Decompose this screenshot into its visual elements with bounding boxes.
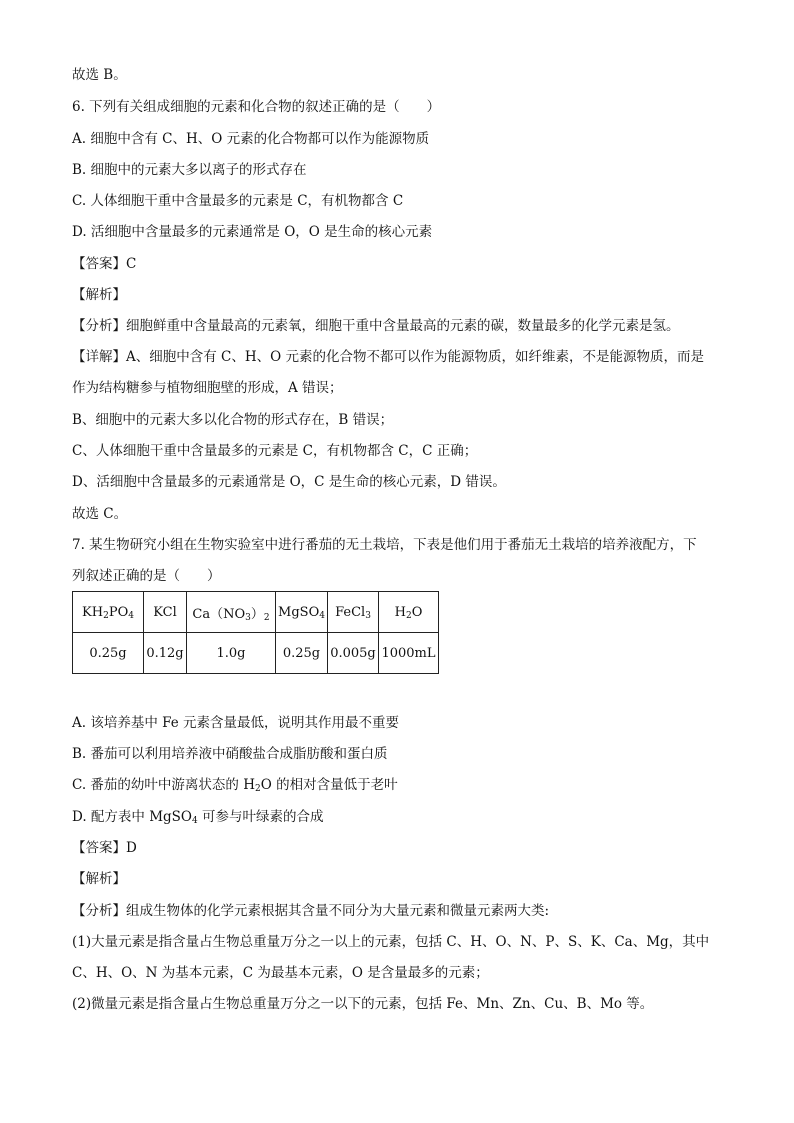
q6-detail-d: D、活细胞中含量最多的元素通常是 O，C 是生命的核心元素，D 错误。	[72, 474, 506, 490]
q6-option-c: C. 人体细胞干重中含量最多的元素是 C，有机物都含 C	[72, 193, 404, 209]
nutrient-solution-table	[72, 591, 439, 674]
q7-option-d	[72, 808, 722, 826]
q6-option-b: B. 细胞中的元素大多以离子的形式存在	[72, 162, 307, 178]
fenxi-text: 细胞鲜重中含量最高的元素氧，细胞干重中含量最高的元素的碳，数量最多的化学元素是氢。	[126, 318, 680, 334]
q6-xiangjie-line1	[72, 348, 722, 366]
option-c-text-end: O 的相对含量低于老叶	[260, 777, 398, 793]
q6-option-d: D. 活细胞中含量最多的元素通常是 O，O 是生命的核心元素	[72, 224, 433, 240]
fenxi-label: 【分析】	[72, 903, 126, 919]
q6-option-a: A. 细胞中含有 C、H、O 元素的化合物都可以作为能源物质	[72, 131, 430, 147]
q7-point1-line2: C、H、O、N 为基本元素，C 为最基本元素，O 是含量最多的元素；	[72, 965, 489, 981]
q6-xiangjie-line2: 作为结构糖参与植物细胞壁的形成，A 错误；	[72, 380, 343, 396]
value-cano3: 1.0g	[187, 633, 276, 674]
table-header-row	[73, 592, 439, 633]
q7-option-b: B. 番茄可以利用培养液中硝酸盐合成脂肪酸和蛋白质	[72, 746, 388, 762]
q7-analysis-label: 【解析】	[72, 871, 126, 887]
header-cano3: $Ca(NO_3)_2$	[187, 592, 276, 633]
table-value-row	[73, 633, 439, 674]
option-d-text-end: 可参与叶绿素的合成	[197, 809, 324, 825]
value-h2o: 1000mL	[379, 633, 439, 674]
xiangjie-text: A、细胞中含有 C、H、O 元素的化合物不都可以作为能源物质，如纤维素，不是能源物质，而是	[126, 349, 705, 365]
answer-label: 【答案】	[72, 840, 126, 856]
header-h2o: $H_2O$	[379, 592, 439, 633]
q6-detail-c: C、人体细胞干重中含量最多的元素是 C，有机物都含 C，C 正确；	[72, 443, 478, 459]
q6-conclusion: 故选 C。	[72, 506, 128, 522]
option-c-text: C. 番茄的幼叶中游离状态的 H	[72, 777, 255, 793]
header-fecl3: FeCl$_3$	[328, 592, 379, 633]
q7-option-c	[72, 776, 722, 794]
q6-stem: 6. 下列有关组成细胞的元素和化合物的叙述正确的是（ ）	[72, 99, 441, 115]
xiangjie-label: 【详解】	[72, 349, 126, 365]
q7-fenxi	[72, 902, 722, 920]
q7-stem-line2: 列叙述正确的是（ ）	[72, 568, 221, 584]
fenxi-text: 组成生物体的化学元素根据其含量不同分为大量元素和微量元素两大类:	[126, 903, 550, 919]
answer-value: D	[126, 840, 137, 856]
q6-answer	[72, 255, 722, 273]
header-mgso4: MgSO$_4$	[276, 592, 328, 633]
q7-option-a: A. 该培养基中 Fe 元素含量最低，说明其作用最不重要	[72, 715, 400, 731]
q7-answer	[72, 839, 722, 857]
q6-detail-b: B、细胞中的元素大多以化合物的形式存在，B 错误；	[72, 412, 394, 428]
value-kcl: 0.12g	[144, 633, 187, 674]
header-kcl: KCl	[144, 592, 187, 633]
q7-point1-line1: (1)大量元素是指含量占生物总重量万分之一以上的元素，包括 C、H、O、N、P、S、K、Ca、Mg，其中	[72, 934, 710, 950]
header-kh2po4: $KH_2PO_4$	[73, 592, 144, 633]
value-mgso4: 0.25g	[276, 633, 328, 674]
fenxi-label: 【分析】	[72, 318, 126, 334]
q7-stem-line1: 7. 某生物研究小组在生物实验室中进行番茄的无土栽培，下表是他们用于番茄无土栽培的培养液配方，下	[72, 537, 697, 553]
q5-conclusion: 故选 B。	[72, 67, 127, 83]
option-d-text: D. 配方表中 MgSO	[72, 809, 192, 825]
q7-point2: (2)微量元素是指含量占生物总重量万分之一以下的元素，包括 Fe、Mn、Zn、Cu、B、Mo 等。	[72, 996, 654, 1012]
answer-value: C	[126, 256, 137, 272]
value-kh2po4: 0.25g	[73, 633, 144, 674]
q6-analysis-label: 【解析】	[72, 287, 126, 303]
option-c-subscript: 2	[255, 784, 261, 794]
option-d-subscript: 4	[192, 816, 198, 826]
answer-label: 【答案】	[72, 256, 126, 272]
q6-fenxi	[72, 317, 722, 335]
value-fecl3: 0.005g	[328, 633, 379, 674]
